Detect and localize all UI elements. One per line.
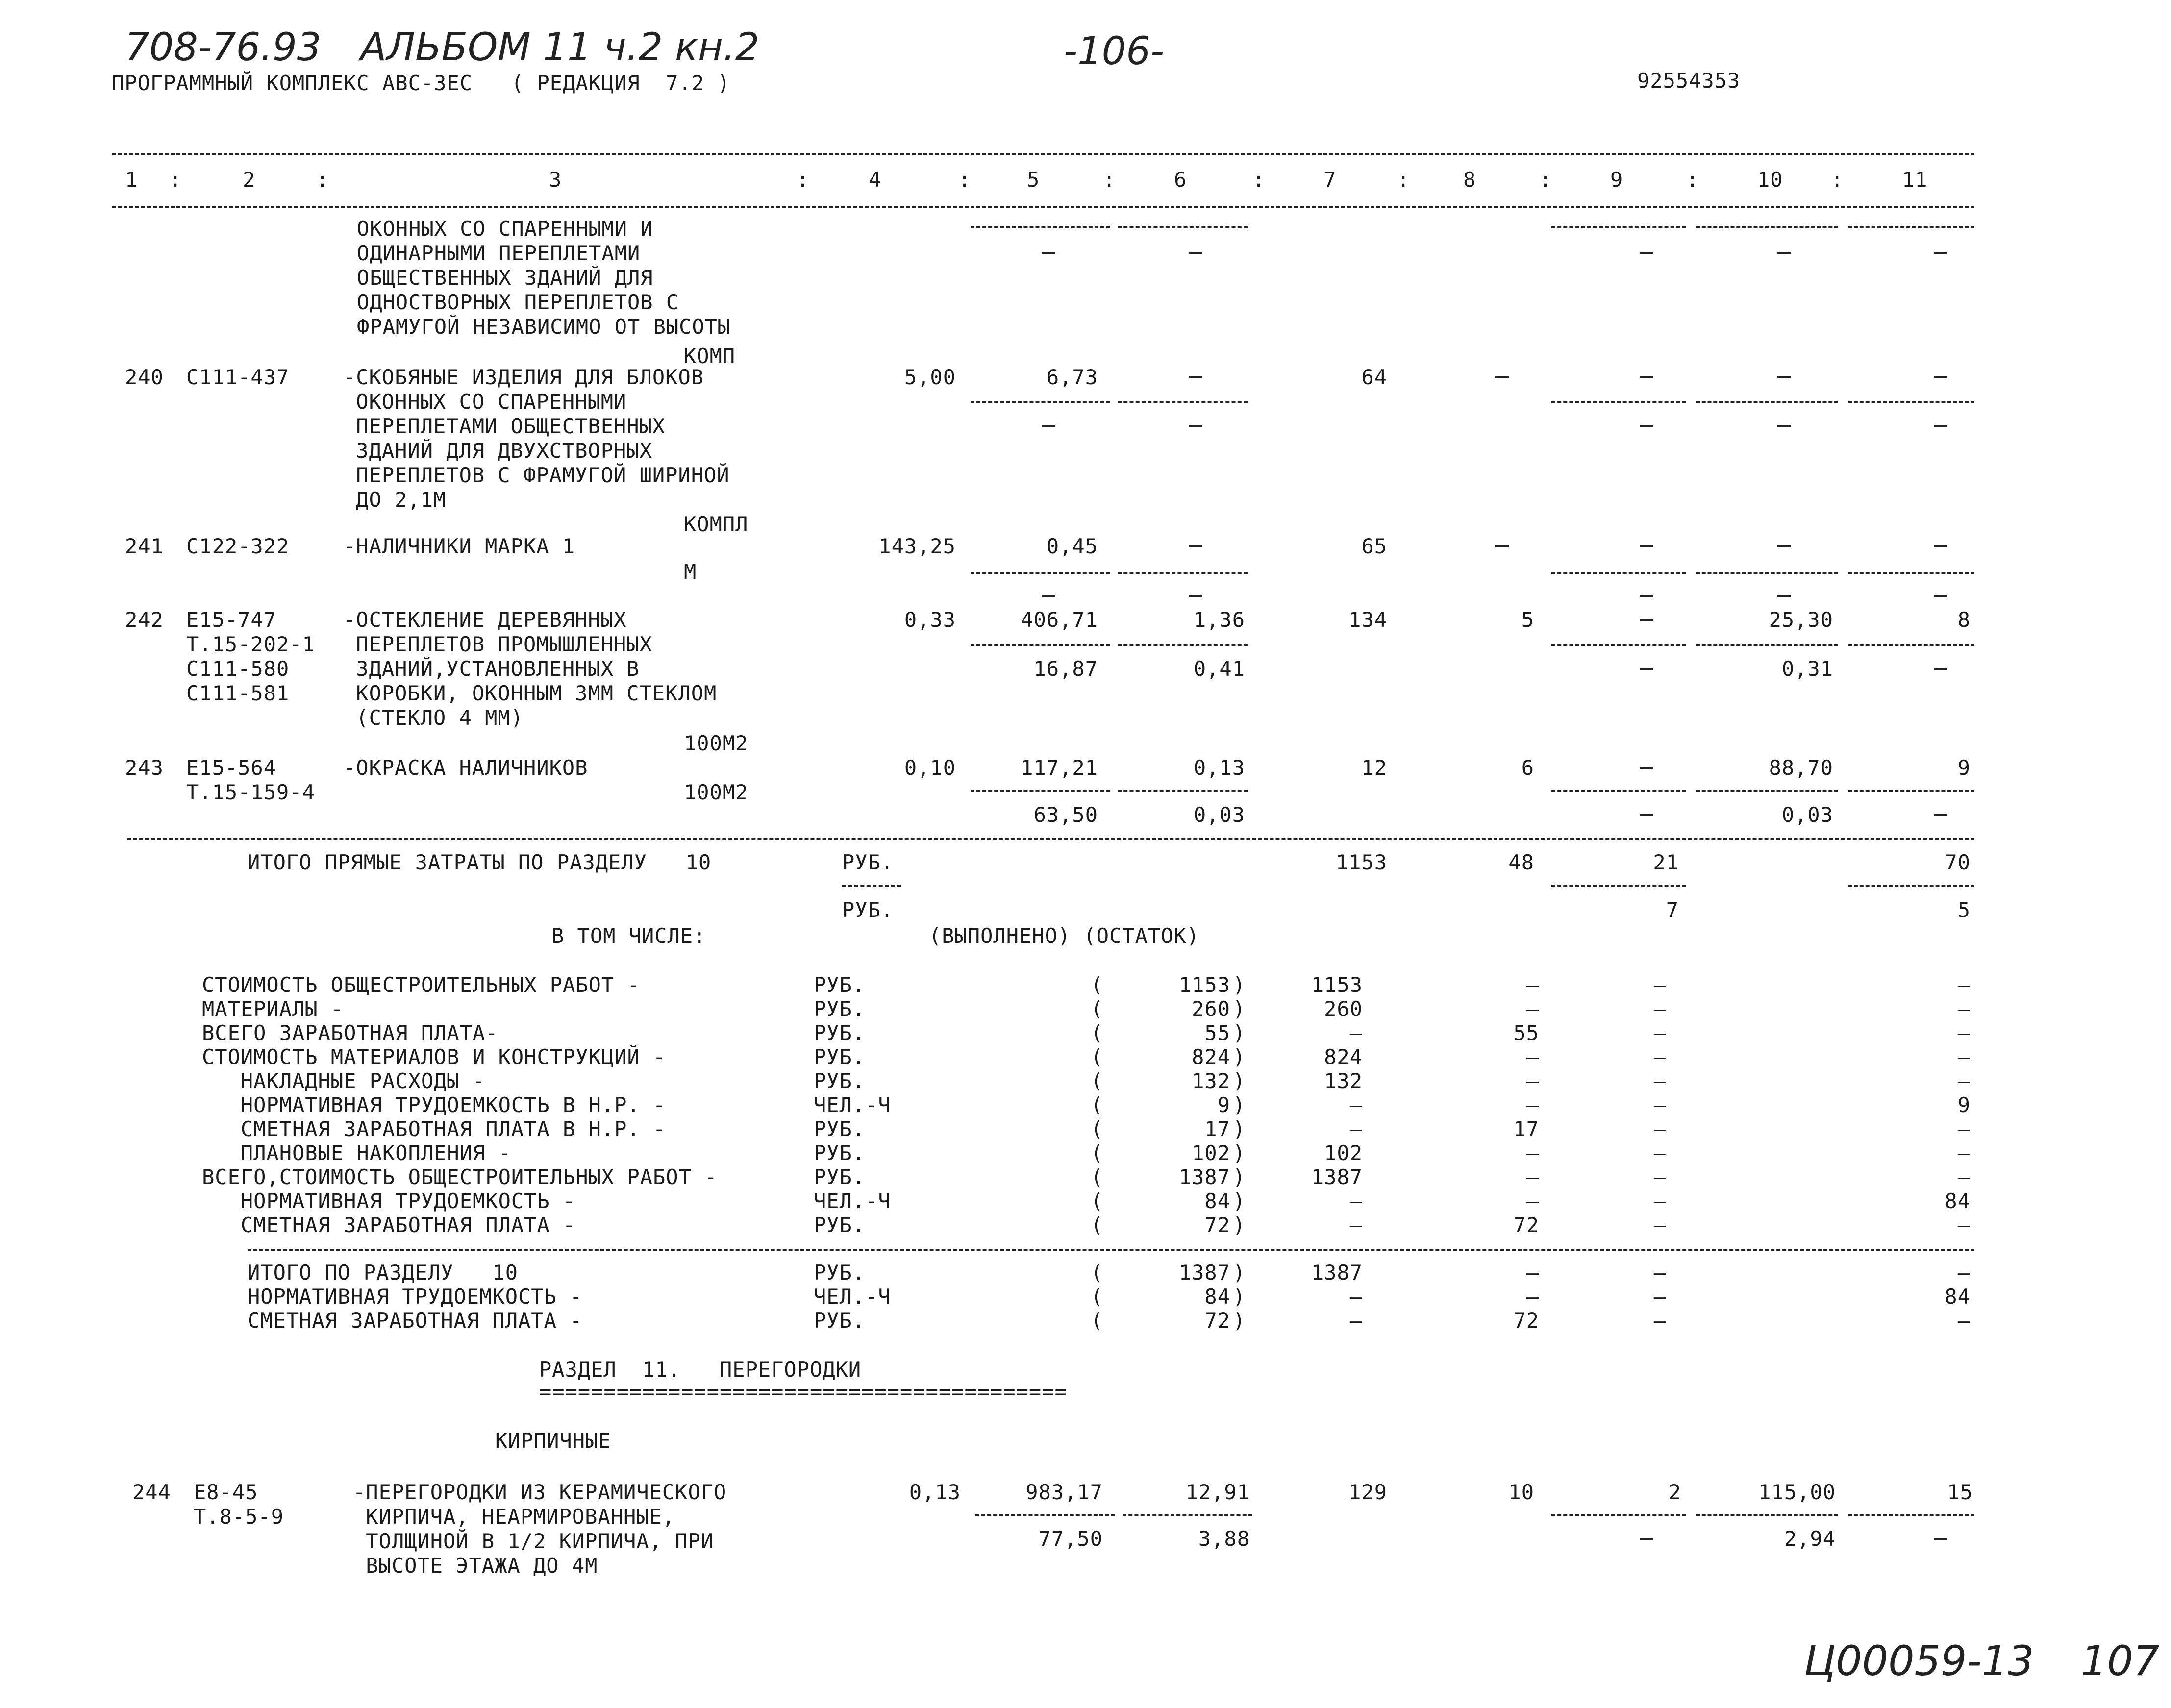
row-text: ОКОННЫХ СО СПАРЕННЫМИ	[343, 390, 627, 414]
line-label: ИТОГО ПО РАЗДЕЛУ 10	[248, 1261, 519, 1285]
cell-c9: –	[1653, 997, 1667, 1021]
cell-c10b: 0,31	[1781, 657, 1833, 681]
section-total-label: ИТОГО ПРЯМЫЕ ЗАТРАТЫ ПО РАЗДЕЛУ 10	[248, 850, 712, 874]
row-text: ЗДАНИЙ ДЛЯ ДВУХСТВОРНЫХ	[343, 439, 652, 463]
row-text: КИРПИЧА, НЕАРМИРОВАННЫЕ,	[353, 1505, 675, 1529]
cell-c11: –	[1957, 1309, 1971, 1333]
cell-c8: 72	[1513, 1213, 1539, 1237]
line-unit: ЧЕЛ.-Ч	[814, 1285, 891, 1309]
cell-c10b: 2,94	[1784, 1527, 1836, 1551]
cell-c5b: 63,50	[1033, 803, 1098, 827]
header-bottom-rule	[112, 206, 1974, 208]
row-number: 241	[125, 534, 164, 558]
cell-c7: 824	[1324, 1045, 1363, 1069]
cell-c8: –	[1526, 973, 1539, 997]
line-value: 1387	[1178, 1261, 1230, 1285]
row-text: ОКОННЫХ СО СПАРЕННЫМИ И	[357, 217, 653, 241]
cell-c8: 10	[1508, 1480, 1534, 1504]
cell-c5b: 16,87	[1033, 657, 1098, 681]
cell-c7: 260	[1324, 997, 1363, 1021]
line-value: 260	[1192, 997, 1230, 1021]
line-unit: ЧЕЛ.-Ч	[814, 1189, 891, 1213]
cell-c11: 84	[1945, 1189, 1971, 1213]
cell-c9b: 7	[1666, 898, 1679, 922]
col-header: 8	[1463, 168, 1476, 192]
paren-open: (	[1091, 1141, 1104, 1165]
paren-close: )	[1233, 997, 1246, 1021]
col-header: 10	[1757, 168, 1783, 192]
section-title: РАЗДЕЛ 11. ПЕРЕГОРОДКИ	[539, 1358, 862, 1382]
line-value: 1153	[1178, 973, 1230, 997]
row-text: -ОКРАСКА НАЛИЧНИКОВ	[343, 756, 588, 780]
paren-open: (	[1091, 1117, 1104, 1141]
paren-close: )	[1233, 1093, 1246, 1117]
cell-c7: 64	[1361, 365, 1387, 389]
line-value: 1387	[1178, 1165, 1230, 1189]
paren-close: )	[1233, 1309, 1246, 1333]
row-code: Т.15-202-1	[186, 632, 315, 656]
cell-c4: 0,10	[904, 756, 956, 780]
cell-c11: –	[1957, 1165, 1971, 1189]
page-number: -106-	[1064, 29, 1165, 74]
doc-number: 92554353	[1637, 69, 1741, 93]
row-text: ФРАМУГОЙ НЕЗАВИСИМО ОТ ВЫСОТЫ	[357, 315, 731, 339]
line-value: 72	[1204, 1213, 1230, 1237]
row-text: ОБЩЕСТВЕННЫХ ЗДАНИЙ ДЛЯ	[357, 266, 653, 290]
col-header: 6	[1174, 168, 1187, 192]
paren-open: (	[1091, 1189, 1104, 1213]
cell-c9: –	[1653, 1213, 1667, 1237]
col-header: 4	[869, 168, 882, 192]
line-value: 55	[1204, 1021, 1230, 1045]
line-unit: РУБ.	[814, 1309, 866, 1333]
section-subtitle: КИРПИЧНЫЕ	[495, 1429, 611, 1453]
cell-c7: 1153	[1335, 850, 1387, 874]
cell-c8: –	[1526, 1093, 1539, 1117]
row-unit: КОМПЛ	[684, 512, 749, 536]
line-unit: РУБ.	[814, 1261, 866, 1285]
cell-c7: 102	[1324, 1141, 1363, 1165]
cell-c9: –	[1653, 1093, 1667, 1117]
cell-c11: 70	[1945, 850, 1971, 874]
row-code: С111-580	[186, 657, 290, 681]
paren-open: (	[1091, 1165, 1104, 1189]
line-label: ВСЕГО,СТОИМОСТЬ ОБЩЕСТРОИТЕЛЬНЫХ РАБОТ -	[202, 1165, 718, 1189]
paren-open: (	[1091, 1045, 1104, 1069]
cell-c9: –	[1653, 1045, 1667, 1069]
cell-c11: –	[1957, 1261, 1971, 1285]
cell-c7: –	[1349, 1213, 1363, 1237]
cell-c7: –	[1349, 1117, 1363, 1141]
cell-c9: –	[1653, 1261, 1667, 1285]
cell-c8: 17	[1513, 1117, 1539, 1141]
cell-c7: 1387	[1311, 1165, 1363, 1189]
line-label: СМЕТНАЯ ЗАРАБОТНАЯ ПЛАТА -	[202, 1213, 576, 1237]
paren-close: )	[1233, 1045, 1246, 1069]
cell-c9: 21	[1653, 850, 1679, 874]
cell-c8: –	[1526, 997, 1539, 1021]
paren-open: (	[1091, 1309, 1104, 1333]
cell-c6b: 0,03	[1193, 803, 1245, 827]
row-code: Т.15-159-4	[186, 780, 315, 804]
cell-c9: –	[1653, 1069, 1667, 1093]
line-value: 824	[1192, 1045, 1230, 1069]
cell-c9: –	[1653, 1141, 1667, 1165]
line-unit: РУБ.	[814, 1141, 866, 1165]
cell-c7: –	[1349, 1309, 1363, 1333]
row-text: ДО 2,1М	[343, 488, 447, 512]
line-label: СМЕТНАЯ ЗАРАБОТНАЯ ПЛАТА В Н.Р. -	[202, 1117, 666, 1141]
row-text: -СКОБЯНЫЕ ИЗДЕЛИЯ ДЛЯ БЛОКОВ	[343, 365, 704, 389]
cell-c8: 48	[1508, 850, 1534, 874]
cell-c5: 983,17	[1025, 1480, 1103, 1504]
table-top-rule	[112, 153, 1974, 155]
line-unit: РУБ.	[814, 1069, 866, 1093]
paren-open: (	[1091, 1093, 1104, 1117]
cell-c11: –	[1957, 1069, 1971, 1093]
paren-open: (	[1091, 1021, 1104, 1045]
cell-c6: 1,36	[1193, 608, 1245, 632]
cell-c7: –	[1349, 1093, 1363, 1117]
cell-c4: 143,25	[878, 534, 956, 558]
paren-close: )	[1233, 1261, 1246, 1285]
paren-close: )	[1233, 1165, 1246, 1189]
paren-open: (	[1091, 973, 1104, 997]
cell-c9: –	[1653, 1189, 1667, 1213]
cell-c8: –	[1526, 1189, 1539, 1213]
cell-c9: –	[1653, 973, 1667, 997]
cell-c9: –	[1653, 1309, 1667, 1333]
cell-c5: 117,21	[1021, 756, 1098, 780]
cell-c8: 6	[1521, 756, 1534, 780]
paren-open: (	[1091, 1213, 1104, 1237]
cell-c7: –	[1349, 1021, 1363, 1045]
cell-c11: –	[1957, 1021, 1971, 1045]
row-text: КОРОБКИ, ОКОННЫМ 3ММ СТЕКЛОМ	[343, 681, 717, 705]
cell-c11: –	[1957, 1141, 1971, 1165]
paren-close: )	[1233, 1021, 1246, 1045]
cell-c4: 5,00	[904, 365, 956, 389]
row-number: 240	[125, 365, 164, 389]
row-number: 243	[125, 756, 164, 780]
col-header: 7	[1323, 168, 1337, 192]
cell-c9: –	[1653, 1165, 1667, 1189]
line-label: ВСЕГО ЗАРАБОТНАЯ ПЛАТА-	[202, 1021, 499, 1045]
row-text: -НАЛИЧНИКИ МАРКА 1	[343, 534, 575, 558]
totals-rule	[248, 1249, 1974, 1251]
cell-c11: 9	[1957, 1093, 1971, 1117]
line-unit: РУБ.	[814, 1021, 866, 1045]
cell-c11: 15	[1947, 1480, 1973, 1504]
row-text: ПЕРЕПЛЕТОВ С ФРАМУГОЙ ШИРИНОЙ	[343, 463, 730, 487]
row-text: ПЕРЕПЛЕТАМИ ОБЩЕСТВЕННЫХ	[343, 414, 666, 438]
row-text: (СТЕКЛО 4 ММ)	[343, 706, 524, 730]
cell-c9: 2	[1668, 1480, 1681, 1504]
cell-c10: 25,30	[1769, 608, 1833, 632]
line-label: НОРМАТИВНАЯ ТРУДОЕМКОСТЬ В Н.Р. -	[202, 1093, 666, 1117]
cell-c7: 1153	[1311, 973, 1363, 997]
cell-c8: 55	[1513, 1021, 1539, 1045]
cell-c10: 88,70	[1769, 756, 1833, 780]
doc-code: 708-76.93	[125, 25, 322, 70]
row-text: ТОЛЩИНОЙ В 1/2 КИРПИЧА, ПРИ	[353, 1529, 714, 1553]
cell-c8: –	[1526, 1045, 1539, 1069]
line-label: ПЛАНОВЫЕ НАКОПЛЕНИЯ -	[202, 1141, 511, 1165]
cell-c11: –	[1957, 1213, 1971, 1237]
row-number: 242	[125, 608, 164, 632]
paren-close: )	[1233, 1141, 1246, 1165]
cell-c4: 0,13	[909, 1480, 961, 1504]
cell-c5: 6,73	[1046, 365, 1098, 389]
row-code: Е8-45	[194, 1480, 258, 1504]
cell-c8: 5	[1521, 608, 1534, 632]
cell-c8: 72	[1513, 1309, 1539, 1333]
cell-c5: 406,71	[1021, 608, 1098, 632]
col-header: 9	[1610, 168, 1623, 192]
paren-open: (	[1091, 997, 1104, 1021]
cell-c8: –	[1526, 1069, 1539, 1093]
cell-c8: –	[1526, 1141, 1539, 1165]
paren-open: (	[1091, 1285, 1104, 1309]
paren-close: )	[1233, 1285, 1246, 1309]
cell-c11b: 5	[1957, 898, 1971, 922]
cell-c5: 0,45	[1046, 534, 1098, 558]
line-value: 132	[1192, 1069, 1230, 1093]
cell-c10: 115,00	[1758, 1480, 1836, 1504]
line-label: СТОИМОСТЬ ОБЩЕСТРОИТЕЛЬНЫХ РАБОТ -	[202, 973, 640, 997]
cell-c7: 65	[1361, 534, 1387, 558]
line-label: СМЕТНАЯ ЗАРАБОТНАЯ ПЛАТА -	[248, 1309, 583, 1333]
line-unit: РУБ.	[814, 1165, 866, 1189]
line-value: 9	[1217, 1093, 1230, 1117]
line-label: СТОИМОСТЬ МАТЕРИАЛОВ И КОНСТРУКЦИЙ -	[202, 1045, 666, 1069]
section-title-underline: =========================================	[539, 1380, 1068, 1404]
row-code: С111-437	[186, 365, 290, 389]
row-code: Т.8-5-9	[194, 1505, 284, 1529]
line-value: 102	[1192, 1141, 1230, 1165]
row-number: 244	[132, 1480, 171, 1504]
row-unit: 100М2	[684, 731, 749, 755]
cell-c8: –	[1526, 1285, 1539, 1309]
line-unit: РУБ.	[814, 1045, 866, 1069]
sheet-number: 107	[2081, 1637, 2160, 1685]
col-header: 11	[1902, 168, 1928, 192]
cell-c6: 0,13	[1193, 756, 1245, 780]
row-code: Е15-747	[186, 608, 277, 632]
row-text: ПЕРЕПЛЕТОВ ПРОМЫШЛЕННЫХ	[343, 632, 652, 656]
cell-c9: –	[1653, 1021, 1667, 1045]
row-text: -ПЕРЕГОРОДКИ ИЗ КЕРАМИЧЕСКОГО	[353, 1480, 727, 1504]
section-total-unit: РУБ.	[842, 850, 894, 874]
cell-c4: 0,33	[904, 608, 956, 632]
cell-c7: 132	[1324, 1069, 1363, 1093]
col-header: 2	[243, 168, 256, 192]
paren-close: )	[1233, 1213, 1246, 1237]
cell-c10b: 0,03	[1781, 803, 1833, 827]
archive-stamp: Ц00059-13	[1804, 1637, 2034, 1685]
row-text: -ОСТЕКЛЕНИЕ ДЕРЕВЯННЫХ	[343, 608, 627, 632]
paren-close: )	[1233, 1117, 1246, 1141]
line-unit: ЧЕЛ.-Ч	[814, 1093, 891, 1117]
cell-c7: 1387	[1311, 1261, 1363, 1285]
cell-c6b: 3,88	[1198, 1527, 1250, 1551]
line-label: МАТЕРИАЛЫ -	[202, 997, 344, 1021]
software-label: ПРОГРАММНЫЙ КОМПЛЕКС АВС-3ЕС ( РЕДАКЦИЯ 7.2 )	[112, 71, 730, 95]
paren-close: )	[1233, 973, 1246, 997]
row-unit: 100М2	[684, 780, 749, 804]
line-label: НОРМАТИВНАЯ ТРУДОЕМКОСТЬ -	[202, 1189, 576, 1213]
row-text: ОДНОСТВОРНЫХ ПЕРЕПЛЕТОВ С	[357, 290, 679, 314]
line-value: 72	[1204, 1309, 1230, 1333]
paren-open: (	[1091, 1069, 1104, 1093]
cell-c11: –	[1957, 997, 1971, 1021]
col-header: 1	[125, 168, 138, 192]
cell-c11: –	[1957, 1045, 1971, 1069]
cell-c7: –	[1349, 1189, 1363, 1213]
row-text: ВЫСОТЕ ЭТАЖА ДО 4М	[353, 1554, 598, 1578]
breakdown-columns-label: (ВЫПОЛНЕНО) (ОСТАТОК)	[929, 924, 1200, 948]
cell-c8: –	[1526, 1261, 1539, 1285]
paren-open: (	[1091, 1261, 1104, 1285]
cell-c6: 12,91	[1185, 1480, 1250, 1504]
cell-c9: –	[1653, 1285, 1667, 1309]
cell-c7: 12	[1361, 756, 1387, 780]
row-code: Е15-564	[186, 756, 277, 780]
cell-c8: –	[1526, 1165, 1539, 1189]
section-total-unit2: РУБ.	[842, 898, 894, 922]
line-label: НАКЛАДНЫЕ РАСХОДЫ -	[202, 1069, 486, 1093]
row-code: С122-322	[186, 534, 290, 558]
cell-c7: 134	[1348, 608, 1387, 632]
line-value: 84	[1204, 1285, 1230, 1309]
cell-c7: 129	[1348, 1480, 1387, 1504]
cell-c11: 8	[1957, 608, 1971, 632]
line-unit: РУБ.	[814, 1213, 866, 1237]
row-text: ЗДАНИЙ,УСТАНОВЛЕННЫХ В	[343, 657, 640, 681]
cell-c11: 9	[1957, 756, 1971, 780]
breakdown-label: В ТОМ ЧИСЛЕ:	[551, 924, 706, 948]
col-header: 3	[549, 168, 562, 192]
row-unit: М	[684, 560, 697, 584]
row-text: ОДИНАРНЫМИ ПЕРЕПЛЕТАМИ	[357, 241, 641, 265]
cell-c9: –	[1653, 1117, 1667, 1141]
paren-close: )	[1233, 1069, 1246, 1093]
cell-c7: –	[1349, 1285, 1363, 1309]
row-code: С111-581	[186, 681, 290, 705]
line-value: 17	[1204, 1117, 1230, 1141]
cell-c5b: 77,50	[1038, 1527, 1103, 1551]
cell-c11: 84	[1945, 1285, 1971, 1309]
line-unit: РУБ.	[814, 973, 866, 997]
line-unit: РУБ.	[814, 997, 866, 1021]
section-rule	[127, 838, 1974, 840]
line-label: НОРМАТИВНАЯ ТРУДОЕМКОСТЬ -	[248, 1285, 583, 1309]
paren-close: )	[1233, 1189, 1246, 1213]
cell-c6b: 0,41	[1193, 657, 1245, 681]
album-label: АЛЬБОМ 11 ч.2 кн.2	[360, 25, 760, 70]
row-unit: КОМП	[684, 344, 736, 368]
line-unit: РУБ.	[814, 1117, 866, 1141]
col-header: 5	[1027, 168, 1040, 192]
cell-c11: –	[1957, 1117, 1971, 1141]
line-value: 84	[1204, 1189, 1230, 1213]
cell-c11: –	[1957, 973, 1971, 997]
